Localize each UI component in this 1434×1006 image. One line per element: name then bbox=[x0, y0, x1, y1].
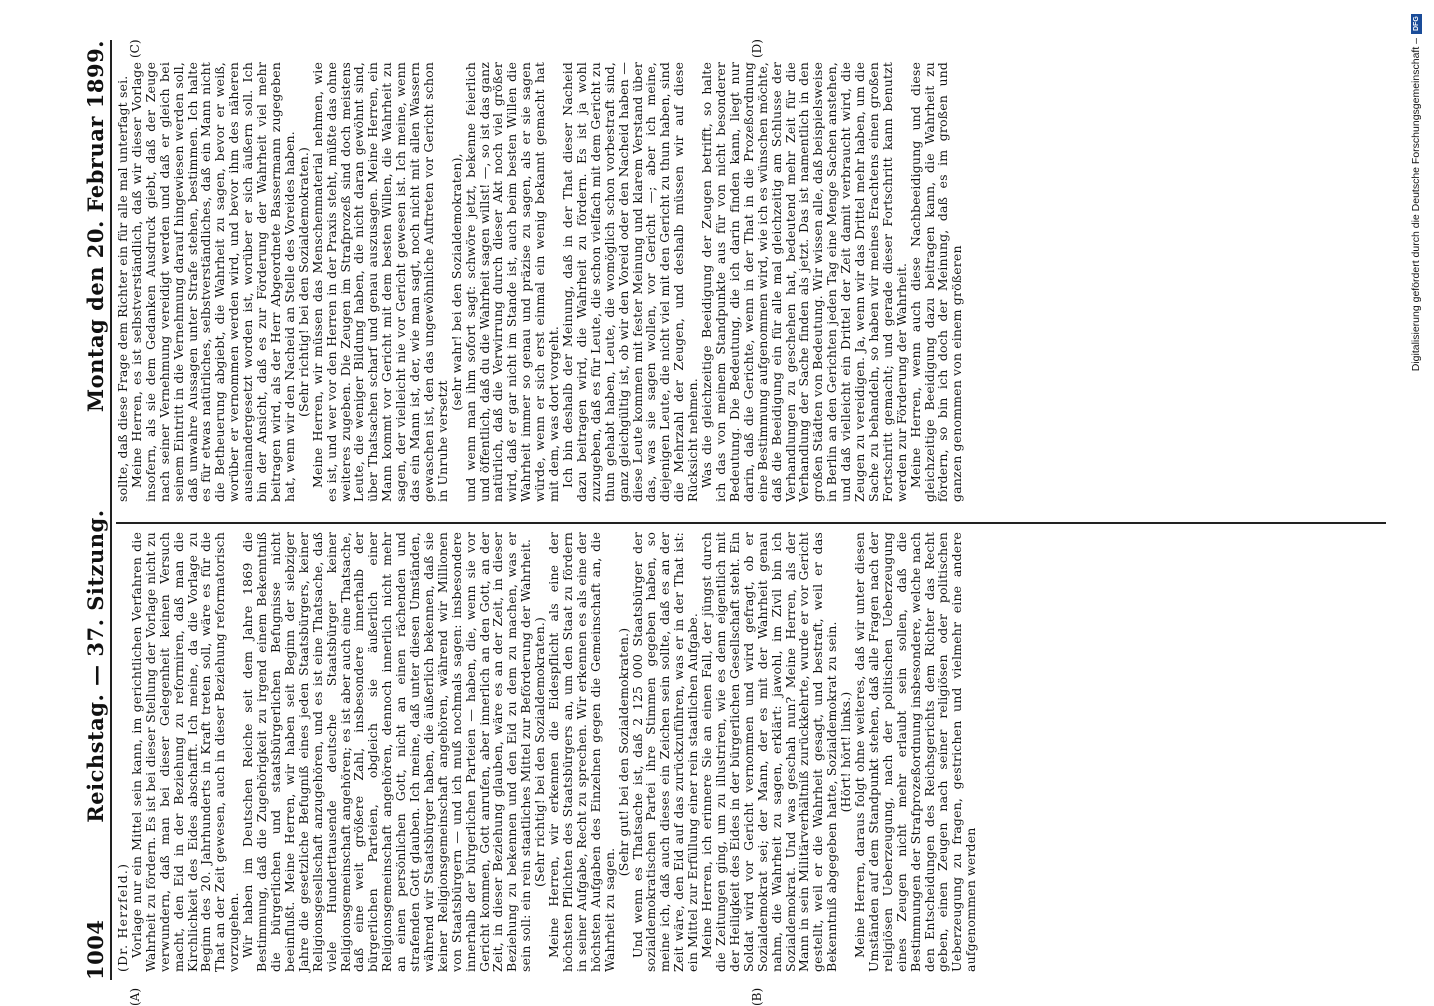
paragraph: Ich bin deshalb der Meinung, daß in der That dieser Nacheid dazu beitragen wird, die Wahrheit zu fördern. Es ist ja wohl zuzugeben, daß es für Leute, die schon vielfach mit dem Gericht zu thun gehabt haben, Leute, die womöglich schon vorbestraft sind, ganz gleichgültig ist, ob wir den Voreid oder den Nacheid haben — diese Leute kommen mit fester Meinung und klarem Verstand über das, was sie sagen wollen, vor Gericht —; aber ich meine, diejenigen Leute, die nicht viel mit den Gericht zu thun haben, sind die Mehrzahl der Zeugen, und deshalb müssen wir auf diese Rücksicht nehmen. bbox=[560, 62, 701, 502]
left-text-column bbox=[116, 532, 1386, 972]
margin-letter-d: (D) bbox=[750, 39, 764, 58]
paragraph: Meine Herren, wir erkennen die Eidespflicht als eine der höchsten Pflichten des Staatsbürgers an, um den Staat zu fördern in seiner Aufgabe, Recht zu sprechen. Wir erkennen es als eine der höchsten Aufgaben des Einzelnen gegen die Gemeinschaft an, die Wahrheit zu sagen. bbox=[546, 532, 617, 972]
paragraph: Meine Herren, wir müssen das Menschenmaterial nehmen, wie es ist, und wer vor den Herren in der Praxis steht, müßte das ohne weiteres zugeben. Die Zeugen im Strafprozeß sind doch meistens Leute, die weniger Bildung haben, die nicht daran gewöhnt sind, über Thatsachen scharf und genau auszusagen. Meine Herren, ein Mann kommt vor Gericht mit dem besten Willen, die Wahrheit zu sagen, der vielleicht nie vor Gericht gewesen ist. Ich meine, wenn das ein Mann ist, der, wie man sagt, noch nicht mit allen Wassern gewaschen ist, den das ungewöhnliche Auftreten vor Gericht schon in Unruhe versetzt bbox=[309, 62, 450, 502]
dfg-logo-badge: DFG bbox=[1411, 14, 1422, 34]
running-head: Reichstag. — 37. Sitzung. bbox=[82, 509, 108, 823]
right-text-column bbox=[116, 62, 1386, 502]
page-header bbox=[82, 40, 108, 980]
paragraph: Meine Herren, es ist selbstverständlich, daß wir dieser Vorlage insofern, als sie dem Gedanken Ausdruck giebt, daß der Zeuge nach seiner Vernehmung vereidigt werden und daß er gleich bei seinem Eintritt in die Vernehmung darauf hingewiesen werden soll, daß unwahre Aussagen unter Strafe stehen, bestimmen. Ich halte es für etwas natürliches, selbstverständliches, daß ein Mann nicht die Betheuerung abgiebt, die Wahrheit zu sagen, bevor er weiß, worüber er vernommen werden wird, und bevor ihm des näheren auseinandergesetzt worden ist, worüber er sich äußern soll. Ich bin der Ansicht, daß es zur Förderung der Wahrheit viel mehr beitragen wird, als der Herr Abgeordnete Bassermann zugegeben hat, wenn wir den Nacheid an Stelle des Voreides haben. bbox=[128, 62, 297, 502]
margin-letter-a: (A) bbox=[128, 987, 142, 1006]
margin-letter-c: (C) bbox=[128, 39, 142, 58]
paragraph: Meine Herren, ich erinnere Sie an einen Fall, der jüngst durch die Zeitungen ging, um zu illustriren, wie es denn eigentlich mit der Heiligkeit des Eides in der bürgerlichen Gesellschaft steht. Ein Soldat wird vor Gericht vernommen und wird gefragt, ob er Sozialdemokrat sei; der Mann, der es mit der Wahrheit genau nahm, die Wahrheit zu sagen, erklärt: jawohl, im Zivil bin ich Sozialdemokrat. Und was geschah nun? Meine Herren, als der Mann in sein Militärverhältniß zurückkehrte, wurde er vor Gericht gestellt, weil er die Wahrheit gesagt, und bestraft, weil er das Bekenntniß abgegeben hatte, Sozialdemokrat zu sein. bbox=[699, 532, 840, 972]
paragraph: Wir haben im Deutschen Reiche seit dem Jahre 1869 die Bestimmung, daß die Zugehörigkeit zu irgend einem Bekenntniß die bürgerlichen und staatsbürgerlichen Befugnisse nicht beeinflußt. Meine Herren, wir haben seit Beginn der siebziger Jahre die gesetzliche Befugniß eines jeden Staatsbürgers, keiner Religionsgesellschaft anzugehören, und es ist eine Thatsache, daß viele Hunderttausende deutsche Staatsbürger keiner Religionsgemeinschaft angehören; es ist aber auch eine Thatsache, daß eine weit größere Zahl, insbesondere innerhalb der bürgerlichen Parteien, obgleich sie äußerlich einer Religionsgemeinschaft angehören, dennoch innerlich nicht mehr an einen persönlichen Gott, nicht an einen rächenden und strafenden Gott glauben. Ich meine, daß unter diesen Umständen, während wir Staatsbürger haben, die äußerlich bekennen, daß sie keiner Religionsgemeinschaft angehören, während wir Millionen von Staatsbürgern — und ich muß nochmals sagen: insbesondere innerhalb der bürgerlichen Parteien — haben, die, wenn sie vor Gericht kommen, Gott anrufen, aber innerlich an den Gott, an der Zeit, in dieser Beziehung glauben, wäre es an der Zeit, in dieser Beziehung zu bekennen und den Eid zu dem zu machen, was er sein soll: ein rein staatliches Mittel zur Beförderung der Wahrheit. bbox=[240, 532, 534, 972]
page-number: 1004 bbox=[82, 919, 108, 980]
paragraph: Und wenn es Thatsache ist, daß 2 125 000 Staatsbürger der sozialdemokratischen Partei ihre Stimmen gegeben haben, so meine ich, daß auch dieses ein Zeichen sein sollte, daß es an der Zeit wäre, den Eid auf das zurückzuführen, was er in der That ist: ein Mittel zur Erfüllung einer rein staatlichen Aufgabe. bbox=[629, 532, 701, 972]
session-date: Montag den 20. Februar 1899. bbox=[82, 40, 108, 413]
margin-letter-b: (B) bbox=[750, 987, 764, 1006]
paragraph: Meine Herren, wenn auch diese Nachbeeidigung und diese gleichzeitige Beeidigung dazu beitragen kann, die Wahrheit zu fördern, so bin ich doch der Meinung, daß es im großen und ganzen genommen von einem größeren bbox=[907, 62, 965, 502]
paragraph: Vorlage nur ein Mittel sein kann, im gerichtlichen Verfahren die Wahrheit zu fördern. Es ist bei dieser Stellung der Vorlage nicht zu verwundern, daß man bei dieser Gelegenheit keinen Versuch macht, den Eid in der Beziehung zu reformiren, daß man die Kirchlichkeit des Eides abschafft. Ich meine, da die Vorlage zu Beginn des 20. Jahrhunderts in Kraft treten soll, wäre es für die That an der Zeit gewesen, auch in dieser Beziehung reformatorisch vorzugehen. bbox=[128, 532, 242, 972]
digitization-note bbox=[1404, 6, 1430, 706]
interjection: (Hört! hört! links.) bbox=[838, 691, 854, 813]
speaker-label: (Dr. Herzfeld.) bbox=[115, 862, 130, 972]
paragraph: Meine Herren, daraus folgt ohne weiteres, daß wir unter diesen Umständen auf dem Standpunkt stehen, daß alle Fragen nach der religiösen Ueberzeugung, nach der politischen Ueberzeugung eines Zeugen nicht mehr erlaubt sein sollen, daß die Bestimmungen der Strafprozeßordnung insbesondere, welche nach den Entscheidungen des Reichsgerichts dem Richter das Recht geben, einen Zeugen nach seiner religiösen oder politischen Ueberzeugung zu fragen, gestrichen und vielmehr eine andere aufgenommen werden bbox=[852, 532, 979, 972]
paragraph: sollte, daß diese Frage dem Richter ein für alle mal unterfagt sei. bbox=[115, 75, 130, 502]
paragraph: Was die gleichzeitige Beeidigung der Zeugen betrifft, so halte ich das von meinem Standpunkte aus für von nicht besonderer Bedeutung. Die Bedeutung, die ich darin finden kann, liegt nur darin, daß die Gerichte, wenn in der That in die Prozeßordnung eine Bestimmung aufgenommen wird, wie ich es wünschen möchte, daß die Beeidigung ein für alle mal gleichzeitig am Schlusse der Verhandlungen zu geschehen hat, bedeutend mehr Zeit für die Verhandlung der Sache finden als jetzt. Das ist namentlich in den großen Städten von Bedeutung. Wir wissen alle, daß beispielsweise in Berlin an den Gerichten jeden Tag eine Menge Sachen anstehen, und daß vielleicht ein Drittel der Zeit damit verbraucht wird, die Zeugen zu vereidigen. Ja, wenn wir das Drittel mehr haben, um die Sache zu behandeln, so haben wir meines Erachtens einen großen Fortschritt gemacht; und gerade dieser Fortschritt kann benutzt werden zur Förderung der Wahrheit. bbox=[699, 61, 909, 502]
paragraph: und wenn man ihm sofort sagt: schwöre jetzt, bekenne feierlich und öffentlich, daß du die Wahrheit sagen willst! —, so ist das ganz natürlich, daß die Verwirrung durch dieser Akt noch viel größer wird, daß er gar nicht im Stande ist, auch beim besten Willen die Wahrheit immer so genau und präzise zu sagen, als er sie sagen würde, wenn er sich erst einmal ein wenig bekannt gemacht hat mit dem, was dort vorgeht. bbox=[462, 62, 562, 502]
digitization-credit: Digitalisierung gefördert durch die Deutsche Forschungsgemeinschaft – bbox=[1410, 38, 1422, 372]
interjection: (Sehr richtig! bei den Sozialdemokraten.) bbox=[532, 616, 548, 888]
interjection: (Sehr gut! bei den Sozialdemokraten.) bbox=[615, 627, 631, 877]
interjection: (Sehr richtig! bei den Sozialdemokraten.) bbox=[295, 146, 311, 418]
column-divider bbox=[116, 523, 1386, 525]
header-rule bbox=[110, 40, 112, 980]
rotated-document-page bbox=[20, 30, 1410, 1006]
interjection: (sehr wahr! bei den Sozialdemokraten), bbox=[448, 153, 464, 411]
